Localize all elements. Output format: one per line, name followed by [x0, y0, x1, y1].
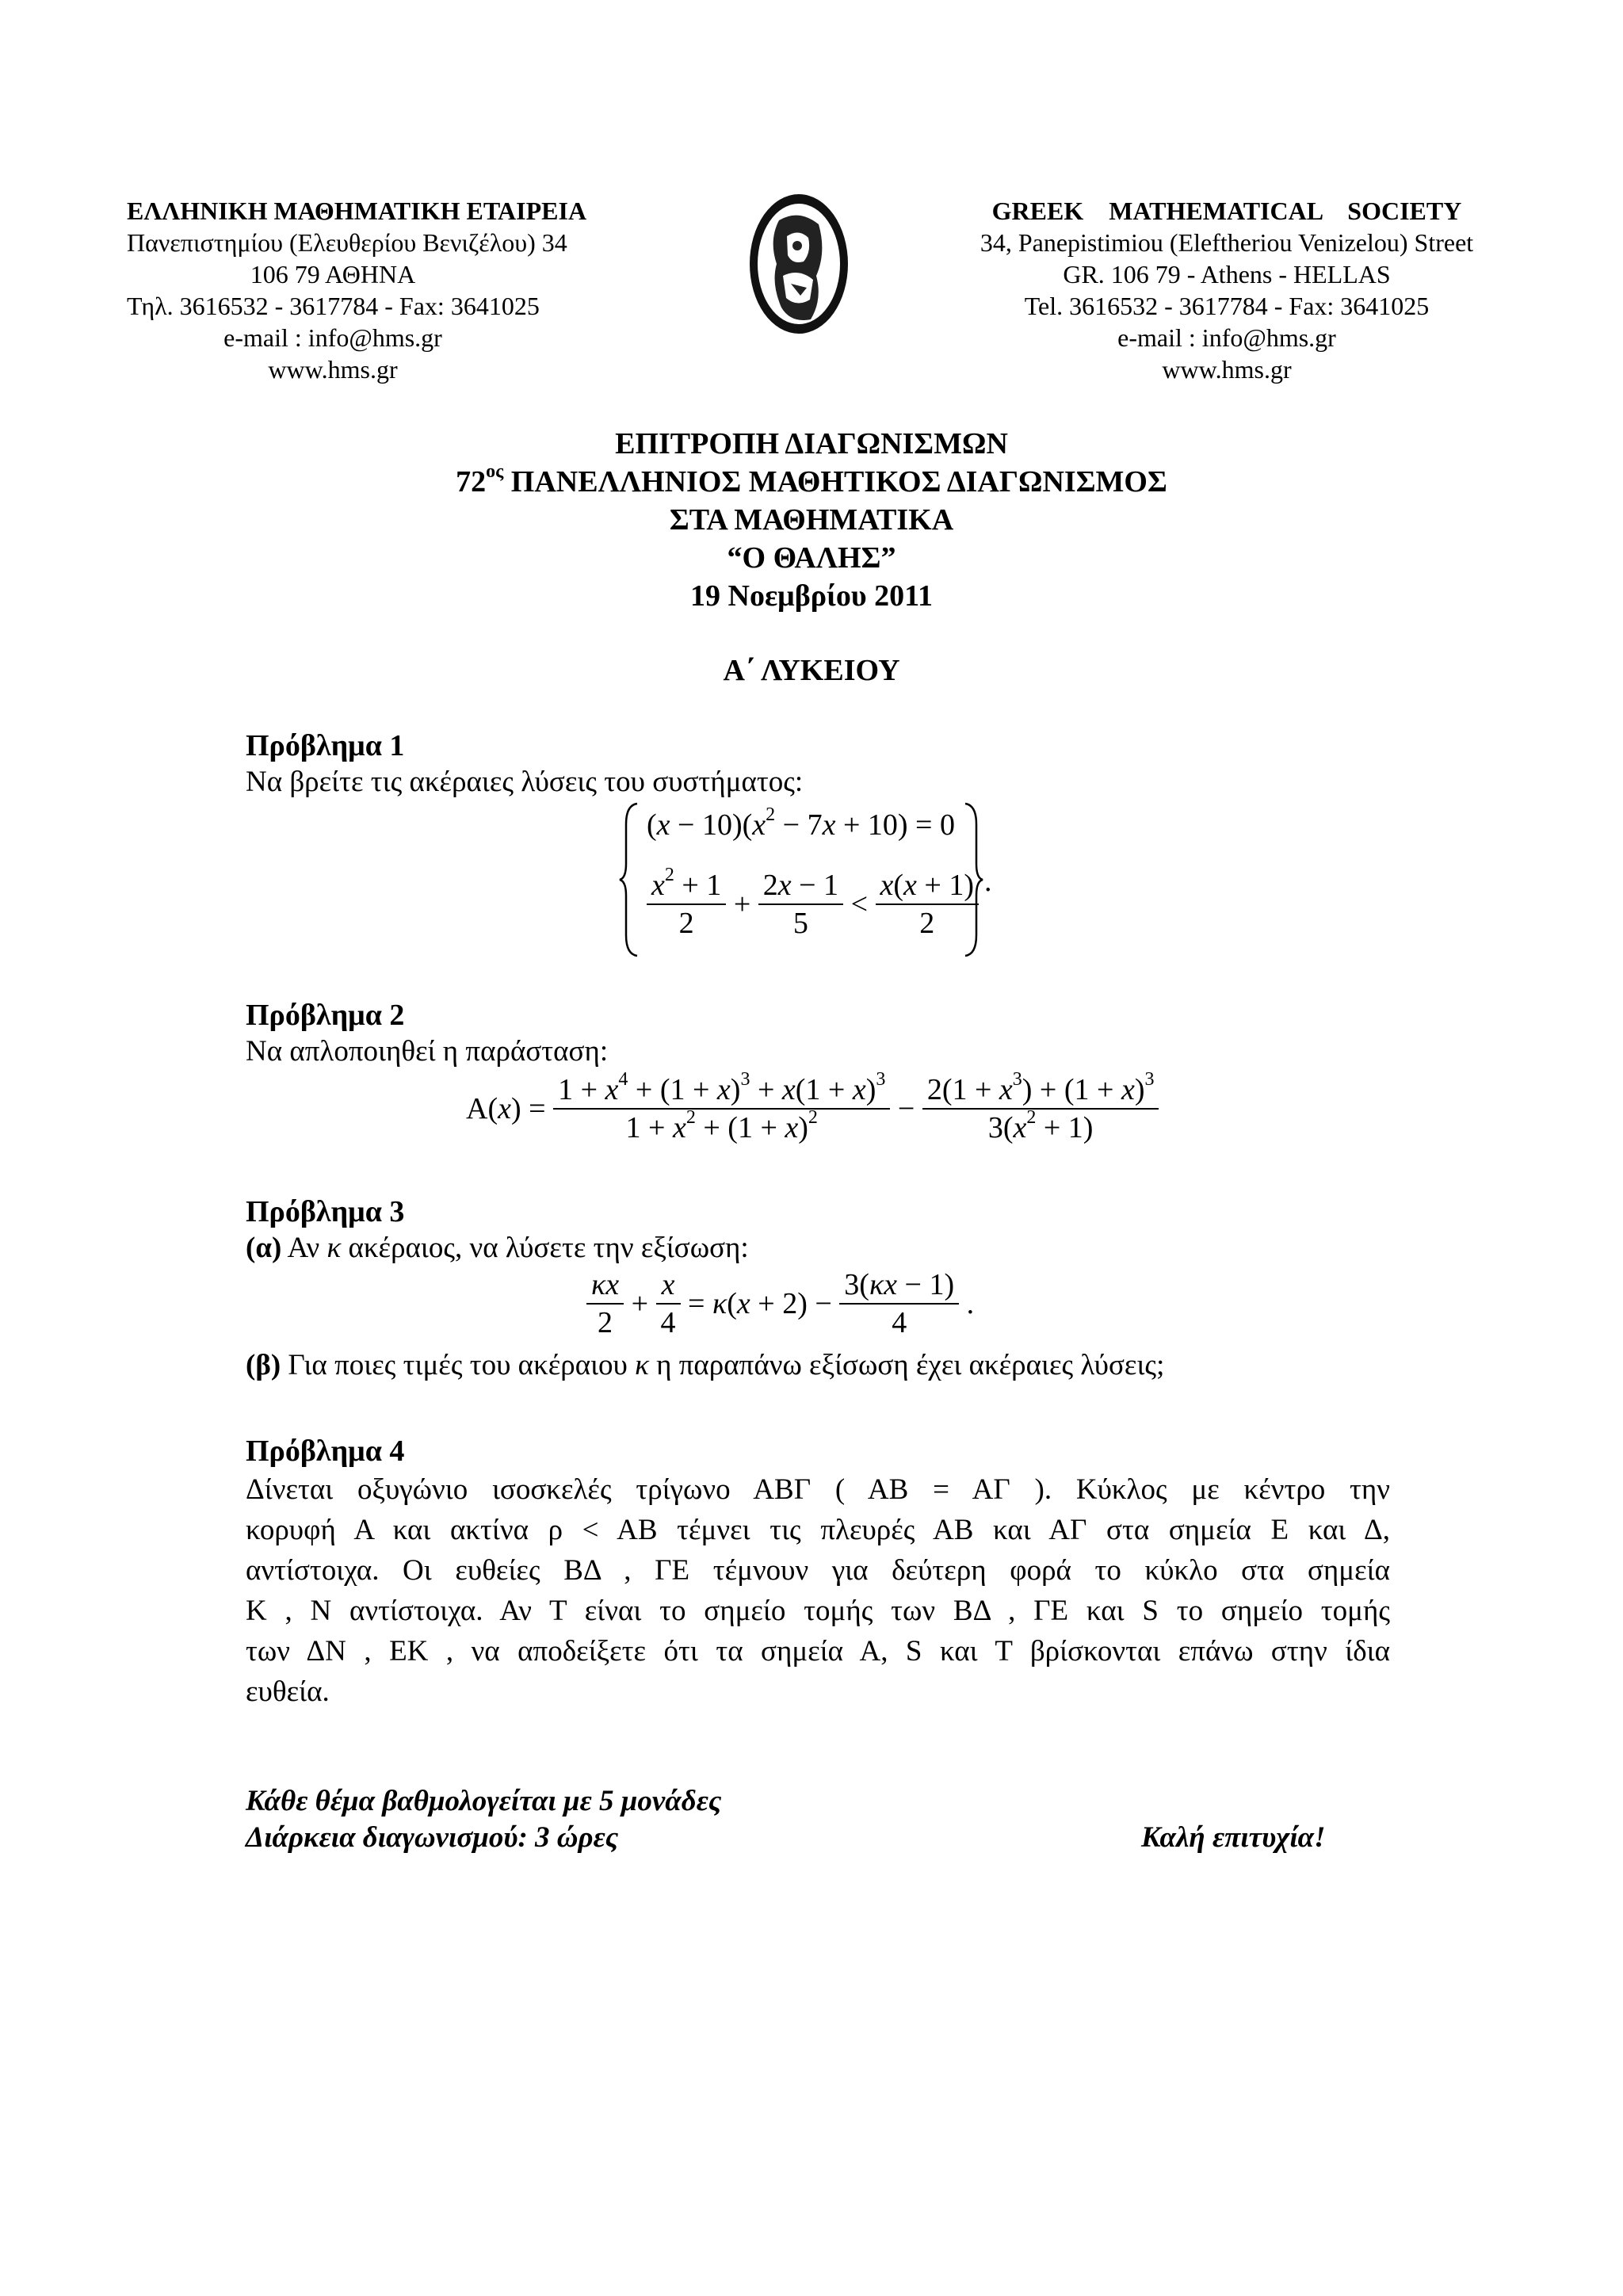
part-a-label: (α) [246, 1232, 282, 1264]
part-a-variable: κ [327, 1232, 342, 1264]
email-english: e-mail : info@hms.gr [1117, 323, 1336, 352]
part-b-variable: κ [635, 1349, 649, 1381]
problem-4-line-5: των ΔΝ , ΕΚ , να αποδείξετε ότι τα σημεία Α, S και Τ βρίσκονται επάνω στην ίδια [246, 1635, 1390, 1668]
title-block [0, 425, 1623, 615]
inequality-1: $\frac{x^2 + 1}{2}$ + $\frac{2x - 1}{5}$ < $\frac{x(x + 1)}{2}$ [647, 867, 979, 942]
problem-4-text [246, 1469, 1390, 1712]
expression-fraction-1: $\frac{1 + x^4 + (1 + x)^3 + x(1 + x)^3}{1 + x^2 + (1 + x)^2}$ [553, 1072, 890, 1146]
address-greek: Πανεπιστημίου (Ελευθερίου Βενιζέλου) 34 [127, 228, 567, 257]
problem-4-line-2: κορυφή Α και ακτίνα ρ < ΑΒ τέμνει τις πλευρές ΑΒ και ΑΓ στα σημεία Ε και Δ, [246, 1514, 1390, 1546]
problem-2-text: Να απλοποιηθεί η παράσταση: [246, 1035, 609, 1068]
edition-number: 72 [456, 465, 487, 499]
phone-english: Tel. 3616532 - 3617784 - Fax: 3641025 [1024, 292, 1430, 320]
postal-code-english: GR. 106 79 - Athens - HELLAS [1063, 260, 1391, 288]
address-english: 34, Panepistimiou (Εleftheriou Venizelou) Street [980, 228, 1474, 257]
grade-title: Α΄ ΛΥΚΕΙΟΥ [723, 654, 900, 687]
problem-1-system: $(x - 10)(x^2 - 7x + 10) = 0$ $\frac{x^2 + 1}{2}$ + $\frac{2x - 1}{5}$ < $\frac{x(x + 1)}{2}$ . [618, 800, 999, 959]
edition-suffix: ος [486, 461, 504, 482]
society-name-greek: ΕΛΛΗΝΙΚΗ ΜΑΘΗΜΑΤΙΚΗ ΕΤΑΙΡΕΙΑ [127, 197, 587, 225]
equation-1: $(x - 10)(x^2 - 7x + 10) = 0$ [647, 804, 955, 842]
phone-greek: Τηλ. 3616532 - 3617784 - Fax: 3641025 [127, 292, 540, 320]
part-b-label: (β) [246, 1349, 281, 1381]
contest-title [0, 463, 1623, 501]
subject-title: ΣΤΑ ΜΑΘΗΜΑΤΙΚΑ [669, 503, 954, 537]
problem-3-part-a [246, 1230, 749, 1266]
society-name-english: GREEK MATHEMATICAL SOCIETY [991, 197, 1462, 225]
header-right [941, 195, 1512, 385]
equation-fraction-1: $\frac{\kappa x}{2}$ [586, 1266, 624, 1341]
part-a-text-2: ακέραιος, να λύσετε την εξίσωση: [348, 1232, 749, 1264]
fraction-3: $\frac{x(x + 1)}{2}$ [876, 867, 980, 942]
grading-note: Κάθε θέμα βαθμολογείται με 5 μονάδες [246, 1785, 722, 1817]
committee-title: ΕΠΙΤΡΟΠΗ ΔΙΑΓΩΝΙΣΜΩΝ [615, 427, 1008, 460]
problem-2-heading: Πρόβλημα 2 [246, 999, 405, 1032]
expression-fraction-2: $\frac{2(1 + x^3) + (1 + x)^3}{3(x^2 + 1)}$ [922, 1072, 1159, 1146]
problem-4-heading: Πρόβλημα 4 [246, 1435, 405, 1468]
duration-note: Διάρκεια διαγωνισμού: 3 ώρες [246, 1821, 619, 1854]
email-greek: e-mail : info@hms.gr [223, 323, 442, 352]
header-left [127, 195, 587, 385]
contest-nickname: “Ο ΘΑΛΗΣ” [727, 541, 896, 575]
society-seal-logo [743, 189, 854, 339]
problem-4-line-6: ευθεία. [246, 1675, 330, 1708]
problem-4-line-4: Κ , Ν αντίστοιχα. Αν Τ είναι το σημείο τομής των ΒΔ , ΓΕ και S το σημείο τομής [246, 1595, 1390, 1627]
problem-1-heading: Πρόβλημα 1 [246, 729, 405, 762]
problem-4-line-3: αντίστοιχα. Οι ευθείες ΒΔ , ΓΕ τέμνουν για δεύτερη φορά το κύκλο στα σημεία [246, 1554, 1390, 1587]
website-english: www.hms.gr [1162, 355, 1292, 384]
equation-fraction-3: $\frac{3(\kappa x - 1)}{4}$ [839, 1266, 959, 1341]
problem-3-heading: Πρόβλημα 3 [246, 1195, 405, 1228]
part-a-text-1: Αν [287, 1232, 320, 1264]
equation-fraction-2: $\frac{x}{4}$ [656, 1266, 681, 1341]
website-greek: www.hms.gr [268, 355, 398, 384]
problem-4-line-1: Δίνεται οξυγώνιο ισοσκελές τρίγωνο ΑΒΓ ( ΑΒ = ΑΓ ). Κύκλος με κέντρο την [246, 1473, 1390, 1506]
fraction-2: $\frac{2x - 1}{5}$ [758, 867, 843, 942]
fraction-1: $\frac{x^2 + 1}{2}$ [647, 867, 726, 942]
part-b-text-1: Για ποιες τιμές του ακέραιου [288, 1349, 628, 1381]
contest-name: ΠΑΝΕΛΛΗΝΙΟΣ ΜΑΘΗΤΙΚΟΣ ΔΙΑΓΩΝΙΣΜΟΣ [510, 465, 1167, 499]
problem-3-part-b [246, 1347, 1164, 1384]
problem-1-text: Να βρείτε τις ακέραιες λύσεις του συστήματος: [246, 766, 804, 798]
contest-date: 19 Νοεμβρίου 2011 [690, 579, 933, 613]
good-luck-note: Καλή επιτυχία! [1141, 1821, 1326, 1854]
problem-3-equation: $\frac{\kappa x}{2}$ + $\frac{x}{4}$ = κ(x + 2) − $\frac{3(\kappa x - 1)}{4}$ . [586, 1266, 974, 1341]
postal-code-greek: 106 79 ΑΘΗΝΑ [250, 260, 416, 288]
part-b-text-2: η παραπάνω εξίσωση έχει ακέραιες λύσεις; [656, 1349, 1165, 1381]
problem-2-expression: Α(x) = $\frac{1 + x^4 + (1 + x)^3 + x(1 + x)^3}{1 + x^2 + (1 + x)^2}$ − $\frac{2(1 + x^3) + (1 + x)^3}{3(x^2 + 1)}$ [466, 1072, 1159, 1146]
